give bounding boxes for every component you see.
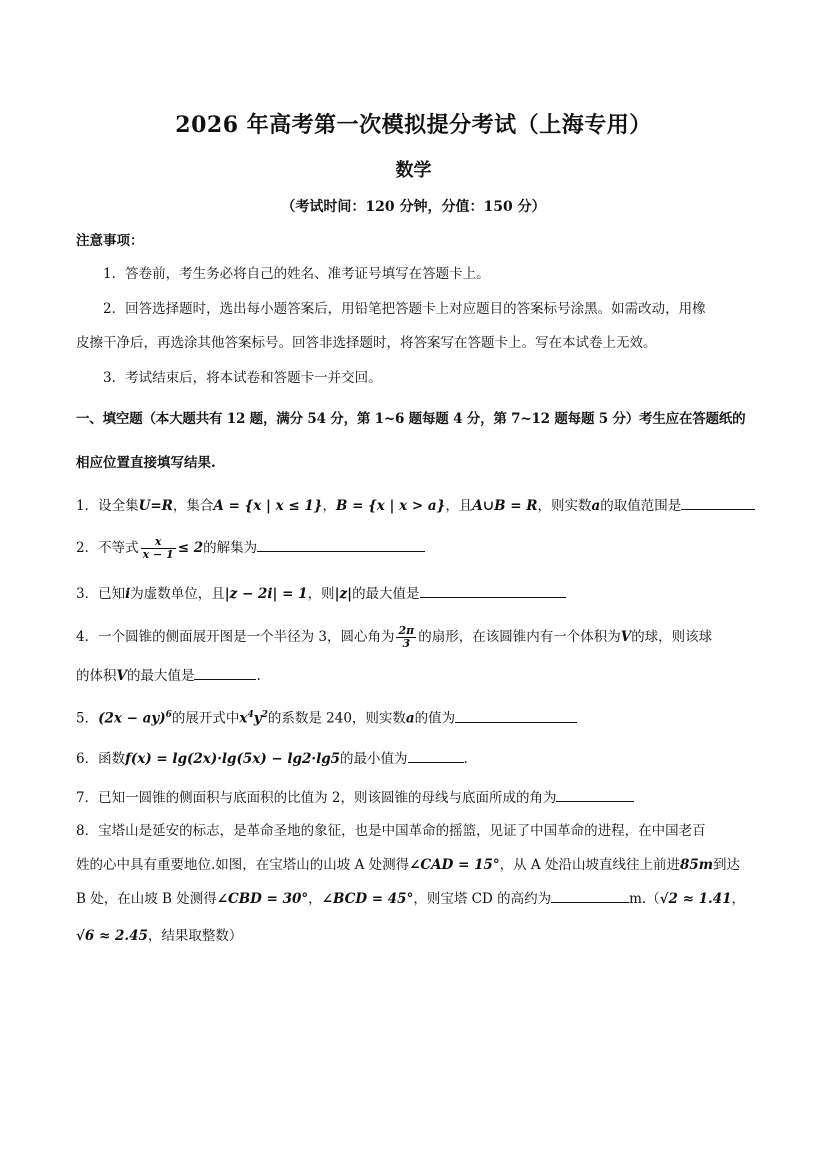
- q8-text: ，则宝塔 CD 的高约为: [413, 891, 552, 907]
- q4-math: V: [116, 668, 127, 684]
- q3-math: |z − 2i| = 1: [224, 586, 308, 602]
- q8-math: ∠CAD = 15°: [409, 857, 500, 873]
- note-item: 1．答卷前，考生务必将自己的姓名、准考证号填写在答题卡上。: [103, 266, 490, 282]
- q1-math: U=R: [138, 498, 173, 514]
- q3-math: i: [125, 586, 131, 602]
- question-8: 8．宝塔山是延安的标志，是革命圣地的象征，也是中国革命的摇篮，见证了中国革命的进程，在中国老百: [76, 823, 706, 839]
- answer-blank[interactable]: [455, 710, 577, 723]
- question-3: [76, 585, 757, 603]
- q4-text: 的体积: [76, 668, 117, 684]
- q3-text: ，则: [307, 586, 335, 602]
- notes-heading: 注意事项：: [76, 233, 144, 249]
- q3-text: 的最大值是: [352, 586, 420, 602]
- answer-blank[interactable]: [408, 750, 464, 763]
- q2-fraction: [141, 536, 176, 561]
- q4-text: 的扇形，在该圆锥内有一个体积为: [418, 629, 621, 645]
- q5-text: 的系数是 240，则实数: [267, 710, 406, 727]
- q8-math: 85m: [679, 857, 714, 873]
- q1-text: 1．设全集: [76, 498, 139, 514]
- section-heading: 一、填空题（本大题共有 12 题，满分 54 分，第 1~6 题每题 4 分，第 7~12 题每题 5 分）考生应在答题纸的: [76, 411, 746, 427]
- fraction-denominator: 3: [402, 637, 411, 650]
- answer-blank[interactable]: [194, 667, 256, 680]
- q8-text: ，: [308, 891, 322, 907]
- q4-text: 的最大值是: [126, 668, 195, 684]
- question-8-line4: [76, 927, 757, 945]
- q5-exponent: 2: [261, 710, 268, 720]
- q5-math: a: [405, 710, 415, 727]
- q8-text: ，结果取整数）: [147, 928, 243, 944]
- q5-text: 5．: [76, 710, 99, 727]
- q5-text: 的展开式中: [171, 710, 240, 727]
- q6-text: 6．函数: [76, 751, 126, 767]
- q7-text: 7．已知一圆锥的侧面积与底面积的比值为 2，则该圆锥的母线与底面所成的角为: [76, 790, 557, 806]
- q6-math: f(x) = lg(2x)·lg(5x) − lg2·lg5: [125, 751, 341, 767]
- q8-math: √2 ≈ 1.41: [659, 891, 732, 907]
- q5-math: y: [253, 710, 262, 727]
- fraction-denominator: x − 1: [142, 548, 174, 561]
- q3-math: |z|: [334, 586, 353, 602]
- q1-math: A∪B = R: [472, 498, 538, 514]
- q5-exponent: 6: [165, 710, 172, 720]
- q1-text: ，且: [445, 498, 473, 514]
- question-1: [76, 497, 757, 515]
- q1-text: ，: [322, 498, 336, 514]
- answer-blank[interactable]: [556, 789, 634, 802]
- question-6: [76, 750, 757, 768]
- q5-exponent: 4: [247, 710, 254, 720]
- question-5: [76, 706, 757, 728]
- section-heading-cont: 相应位置直接填写结果.: [76, 455, 216, 471]
- q8-math: √6 ≈ 2.45: [76, 928, 148, 944]
- q2-math: ≤ 2: [177, 540, 204, 556]
- q1-text: 的取值范围是: [600, 498, 682, 514]
- q1-math: A = {x | x ≤ 1}: [213, 498, 323, 514]
- question-8-line2: [76, 856, 757, 874]
- note-item: 皮擦干净后，再选涂其他答案标号。回答非选择题时，将答案写在答题卡上。写在本试卷上无效。: [76, 335, 657, 351]
- q8-math: ∠CBD = 30°: [216, 891, 309, 907]
- q1-math: B = {x | x > a}: [335, 498, 446, 514]
- q8-text: ，从 A 处沿山坡直线往上前进: [499, 857, 680, 873]
- q6-text: 的最小值为: [340, 751, 408, 767]
- q2-text: 的解集为: [203, 540, 258, 556]
- q8-text: 姓的心中具有重要地位.如图，在宝塔山的山坡 A 处测得: [76, 857, 410, 873]
- fraction-numerator: x: [141, 536, 176, 549]
- q4-math: V: [620, 629, 632, 645]
- subject-title: 数学: [395, 160, 432, 181]
- q5-text: 的值为: [414, 710, 456, 727]
- q8-text: 到达: [713, 857, 741, 873]
- q6-text: .: [463, 751, 468, 767]
- answer-blank[interactable]: [681, 497, 755, 510]
- q4-text: 4．一个圆锥的侧面展开图是一个半径为 3，圆心角为: [76, 629, 395, 645]
- answer-blank[interactable]: [420, 585, 566, 598]
- note-item: 2．回答选择题时，选出每小题答案后，用铅笔把答题卡上对应题目的答案标号涂黑。如需改动，用橡: [103, 301, 706, 317]
- q4-text: .: [256, 668, 261, 684]
- question-2: [76, 536, 757, 561]
- exam-title: 2026 年高考第一次模拟提分考试（上海专用）: [175, 112, 652, 138]
- question-4: [76, 624, 757, 650]
- q8-text: ，: [731, 891, 746, 907]
- answer-blank[interactable]: [257, 539, 425, 552]
- fraction-numerator: 2π: [398, 624, 415, 637]
- q8-text: m.（: [629, 891, 660, 907]
- q4-text: 的球，则该球: [631, 629, 713, 645]
- q8-math: ∠BCD = 45°: [321, 891, 414, 907]
- q2-text: 2．不等式: [76, 540, 139, 556]
- q5-math: (2x − ay): [98, 710, 166, 727]
- q3-text: 为虚数单位，且: [130, 586, 225, 602]
- q8-text: B 处，在山坡 B 处测得: [76, 891, 217, 907]
- q3-text: 3．已知: [76, 586, 126, 602]
- q1-text: ，则实数: [537, 498, 592, 514]
- q5-math: x: [239, 710, 248, 727]
- note-item: 3．考试结束后，将本试卷和答题卡一并交回。: [103, 370, 382, 386]
- q4-fraction: [396, 625, 416, 650]
- question-4-cont: [76, 667, 757, 685]
- question-7: [76, 789, 757, 807]
- q1-text: ，集合: [172, 498, 214, 514]
- answer-blank[interactable]: [551, 890, 629, 903]
- q1-math: a: [591, 498, 601, 514]
- exam-info: （考试时间：120 分钟，分值：150 分）: [281, 199, 546, 215]
- question-8-line3: [76, 890, 757, 908]
